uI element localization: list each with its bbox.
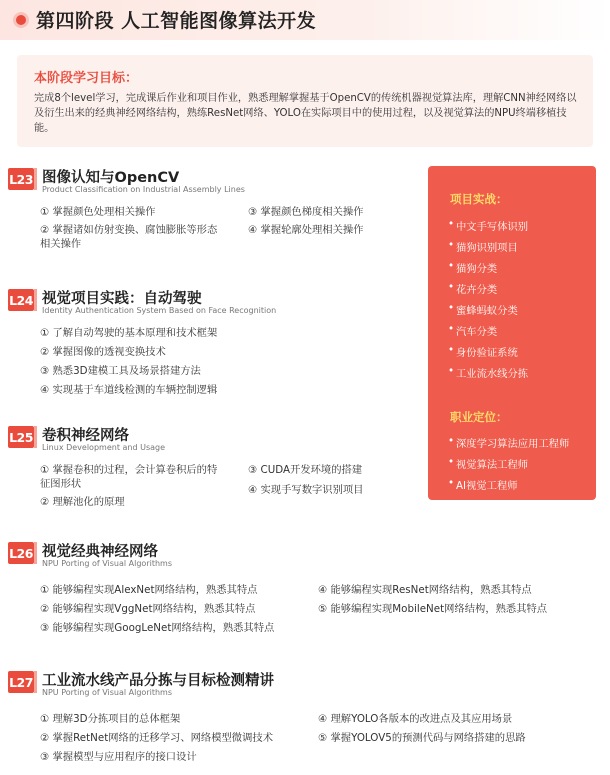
lesson-item: ① 了解自动驾驶的基本原理和技术框架 (40, 327, 218, 339)
lesson-item: ③ 熟悉3D建模工具及场景搭建方法 (40, 365, 201, 377)
lesson-badge: L26 (8, 542, 34, 564)
lesson-item: ⑤ 能够编程实现MobileNet网络结构，熟悉其特点 (318, 603, 548, 615)
lesson-item: ④ 理解YOLO各版本的改进点及其应用场景 (318, 713, 513, 725)
lesson-item: ④ 能够编程实现ResNet网络结构，熟悉其特点 (318, 584, 532, 596)
lesson-badge: L27 (8, 671, 34, 693)
goal-box (17, 55, 593, 147)
project-item: • 工业流水线分拣 (456, 365, 528, 380)
project-item: • 猫狗识别项目 (456, 239, 518, 254)
lesson-title: 图像认知与OpenCV (42, 170, 180, 186)
job-item: • AI视觉工程师 (456, 477, 518, 492)
project-item: • 花卉分类 (456, 281, 497, 296)
lesson-item: ⑤ 掌握YOLOV5的预测代码与网络搭建的思路 (318, 732, 526, 744)
lesson-subtitle: Linux Development and Usage (42, 443, 166, 452)
project-item: • 汽车分类 (456, 323, 497, 338)
lesson-item: ③ 掌握颜色梯度相关操作 (248, 206, 364, 218)
lesson-item: ④ 实现基于车道线检测的车辆控制逻辑 (40, 384, 218, 396)
project-item: • 中文手写体识别 (456, 218, 528, 233)
lesson-badge: L24 (8, 289, 34, 311)
stage-header (0, 0, 610, 40)
lesson-title: 视觉经典神经网络 (42, 544, 158, 560)
lesson-item: ② 掌握诸如仿射变换、腐蚀膨胀等形态相关操作 (40, 224, 218, 250)
lesson-subtitle: Identity Authentication System Based on Face Recognition (42, 306, 277, 315)
lesson-item: ① 掌握卷积的过程，会计算卷积后的特征图形状 (40, 464, 218, 490)
page-title: 第四阶段 人工智能图像算法开发 (36, 10, 317, 32)
lesson-item: ② 掌握图像的透视变换技术 (40, 346, 166, 358)
lesson-item: ③ 掌握模型与应用程序的接口设计 (40, 751, 197, 763)
lesson-item: ① 掌握颜色处理相关操作 (40, 206, 156, 218)
lesson-item: ① 能够编程实现AlexNet网络结构，熟悉其特点 (40, 584, 258, 596)
lesson-item: ② 理解池化的原理 (40, 496, 125, 508)
projects-title: 项目实战： (450, 192, 508, 206)
jobs-title: 职业定位： (450, 410, 508, 424)
side-card (428, 166, 596, 500)
lesson-item: ② 能够编程实现VggNet网络结构，熟悉其特点 (40, 603, 256, 615)
lesson-item: ④ 实现手写数字识别项目 (248, 484, 364, 496)
bullet-dot-icon (16, 15, 26, 25)
lesson-item: ③ CUDA开发环境的搭建 (248, 464, 363, 476)
lesson-subtitle: Product Classification on Industrial Assembly Lines (42, 185, 245, 194)
project-item: • 蜜蜂蚂蚁分类 (456, 302, 518, 317)
lesson-badge: L23 (8, 168, 34, 190)
lesson-item: ③ 能够编程实现GoogLeNet网络结构，熟悉其特点 (40, 622, 275, 634)
lesson-item: ④ 掌握轮廓处理相关操作 (248, 224, 364, 236)
lesson-title: 卷积神经网络 (42, 428, 129, 444)
lesson-subtitle: NPU Porting of Visual Algorithms (42, 559, 173, 568)
job-item: • 深度学习算法应用工程师 (456, 435, 569, 450)
lesson-item: ② 掌握RetNet网络的迁移学习、网络模型微调技术 (40, 732, 273, 744)
lesson-title: 视觉项目实践：自动驾驶 (42, 291, 202, 307)
project-item: • 猫狗分类 (456, 260, 497, 275)
lesson-item: ① 理解3D分拣项目的总体框架 (40, 713, 181, 725)
goal-title: 本阶段学习目标： (34, 71, 139, 86)
goal-text: 完成8个level学习，完成课后作业和项目作业，熟悉理解掌握基于OpenCV的传统机器视觉算法库，理解CNN神经网络以及衍生出来的经典神经网络结构，熟练ResNet网络、YOLO在实际项目中的使用过程，以及视觉算法的NPU终端移植技能。 (34, 93, 577, 134)
lesson-badge: L25 (8, 426, 34, 448)
lesson-subtitle: NPU Porting of Visual Algorithms (42, 688, 173, 697)
job-item: • 视觉算法工程师 (456, 456, 528, 471)
lesson-title: 工业流水线产品分拣与目标检测精讲 (42, 673, 274, 689)
project-item: • 身份验证系统 (456, 344, 518, 359)
